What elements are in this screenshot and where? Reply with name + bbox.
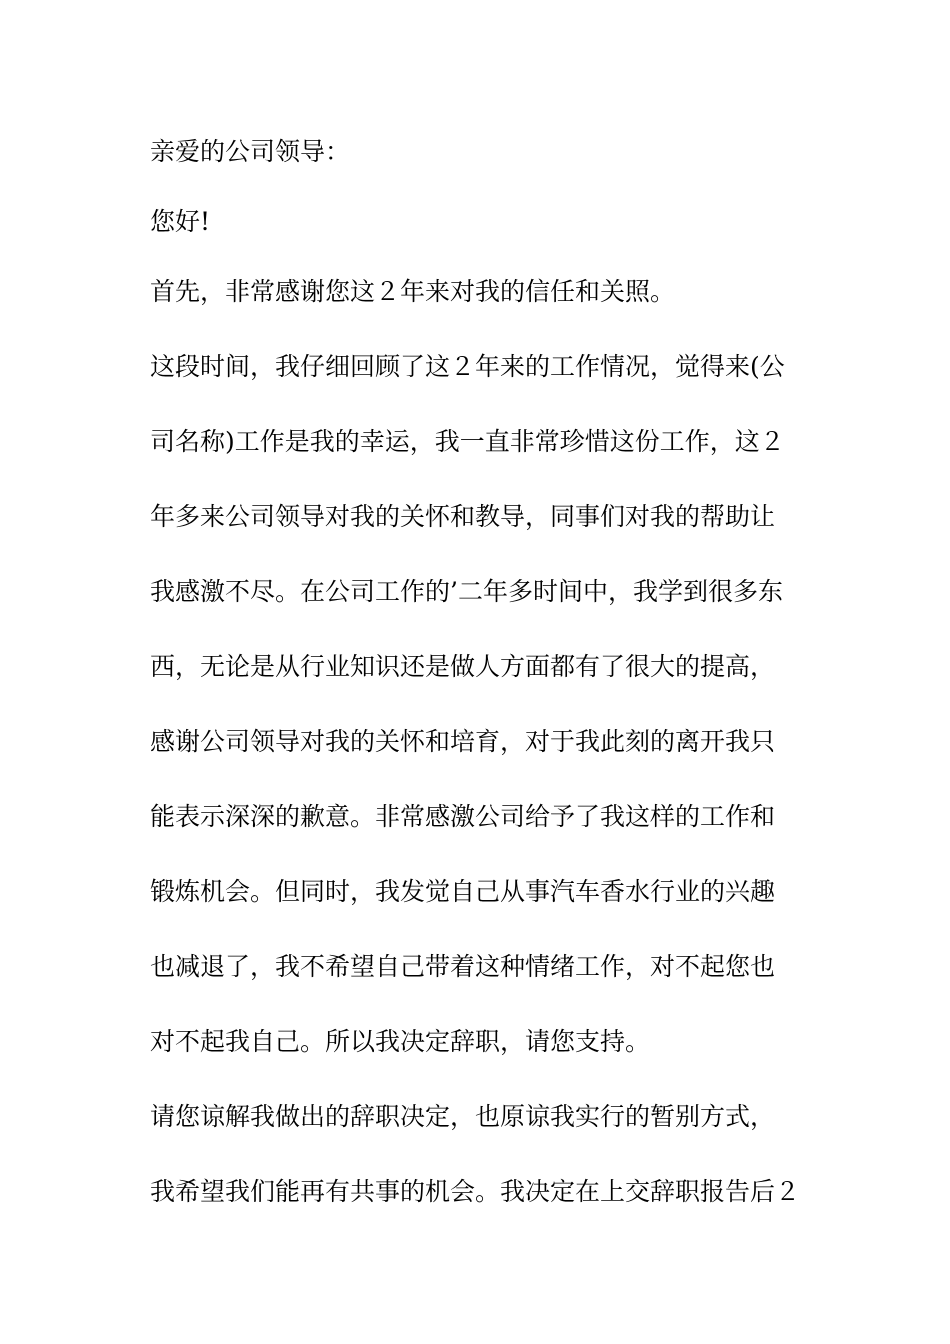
paragraph-line: 感谢公司领导对我的关怀和培育，对于我此刻的离开我只 <box>150 727 776 756</box>
letter-body <box>150 127 810 1242</box>
greeting: 您好! <box>150 207 211 236</box>
paragraph-line: 我希望我们能再有共事的机会。我决定在上交辞职报告后２ <box>150 1177 801 1206</box>
paragraph-line: 锻炼机会。但同时，我发觉自己从事汽车香水行业的兴趣 <box>150 877 776 906</box>
paragraph-line: 也减退了，我不希望自己带着这种情绪工作，对不起您也 <box>150 952 776 981</box>
paragraph-line: 能表示深深的歉意。非常感激公司给予了我这样的工作和 <box>150 802 776 831</box>
paragraph-line: 这段时间，我仔细回顾了这２年来的工作情况，觉得来(公 <box>150 352 785 381</box>
paragraph-line: 年多来公司领导对我的关怀和教导，同事们对我的帮助让 <box>150 502 776 531</box>
paragraph-line: 请您谅解我做出的辞职决定，也原谅我实行的暂别方式， <box>150 1102 776 1131</box>
salutation: 亲爱的公司领导： <box>150 137 351 166</box>
paragraph-line: 我感激不尽。在公司工作的’二年多时间中，我学到很多东 <box>150 577 783 606</box>
paragraph-line: 对不起我自己。所以我决定辞职，请您支持。 <box>150 1027 651 1056</box>
paragraph-line: 西，无论是从行业知识还是做人方面都有了很大的提高， <box>150 652 776 681</box>
paragraph-line: 司名称)工作是我的幸运，我一直非常珍惜这份工作，这２ <box>150 427 785 456</box>
paragraph-line: 首先，非常感谢您这２年来对我的信任和关照。 <box>150 277 676 306</box>
